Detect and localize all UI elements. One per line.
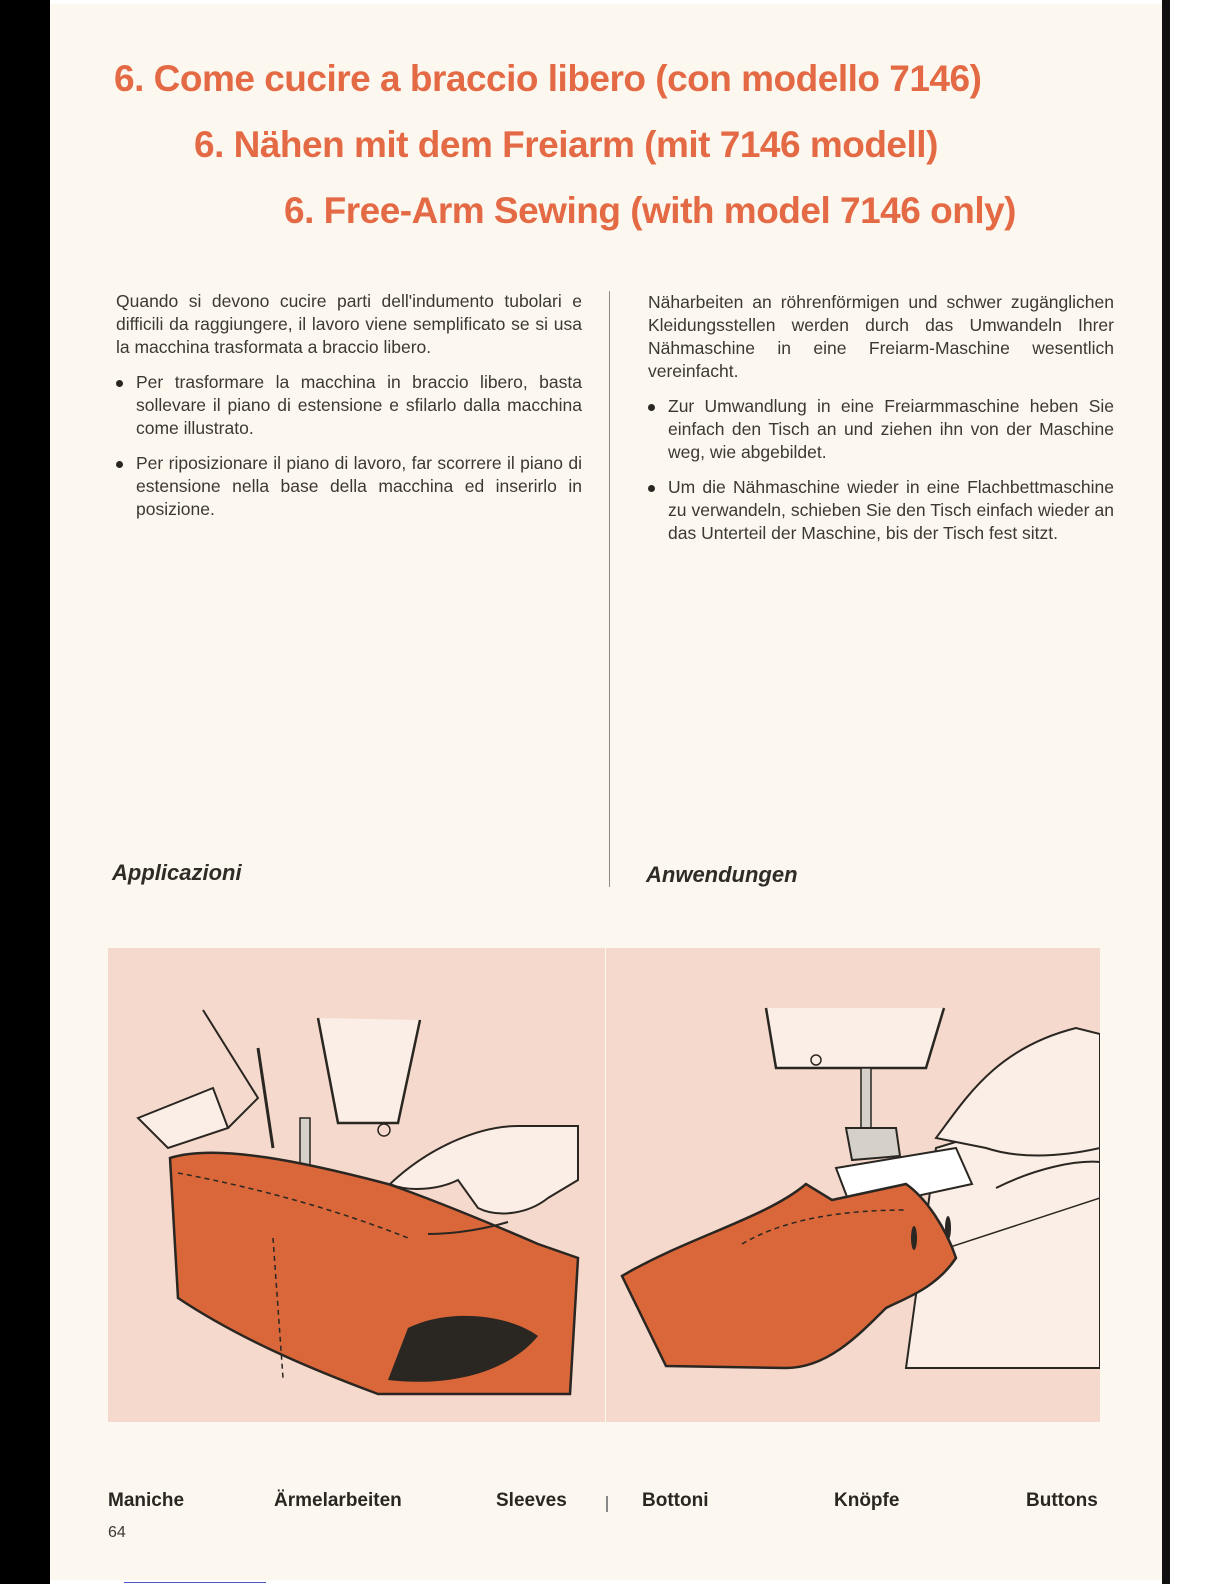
page-number: 64 <box>108 1524 126 1541</box>
bullet-dot-icon <box>116 380 123 387</box>
italian-column <box>116 290 582 533</box>
bullet-dot-icon <box>648 404 655 411</box>
caption-right-italian: Bottoni <box>642 1490 709 1511</box>
title-english: 6. Free-Arm Sewing (with model 7146 only) <box>284 190 1017 231</box>
german-bullet-1 <box>648 395 1114 464</box>
italian-bullet-1-text: Per trasformare la macchina in braccio libero, basta sollevare il piano di estensione e sfilarlo dalla macchina come illustrato. <box>136 372 582 438</box>
italian-subheading: Applicazioni <box>112 860 242 885</box>
button-sewing-illustration <box>606 948 1100 1422</box>
italian-bullet-2 <box>116 452 582 521</box>
caption-right-english: Buttons <box>1026 1490 1098 1511</box>
italian-bullet-1 <box>116 371 582 440</box>
german-bullet-2-text: Um die Nähmaschine wieder in eine Flachbettmaschine zu verwandeln, schieben Sie den Tisch einfach wieder an das Unterteil der Maschine, bis der Tisch fest sitzt. <box>668 477 1114 543</box>
manual-page <box>50 4 1162 1580</box>
bottom-rule <box>124 1582 266 1583</box>
right-scan-border <box>1162 0 1170 1584</box>
caption-left-german: Ärmelarbeiten <box>274 1490 402 1511</box>
title-italian: 6. Come cucire a braccio libero (con modello 7146) <box>114 58 982 99</box>
sleeve-sewing-illustration <box>108 948 606 1422</box>
german-intro: Näharbeiten an röhrenförmigen und schwer zugänglichen Kleidungsstellen werden durch das Umwandeln Ihrer Nähmaschine in eine Freiarm-Maschine wesentlich vereinfacht. <box>648 292 1114 381</box>
title-german: 6. Nähen mit dem Freiarm (mit 7146 modell) <box>194 124 938 165</box>
german-bullet-2 <box>648 476 1114 545</box>
german-subheading: Anwendungen <box>646 862 798 887</box>
caption-right-german: Knöpfe <box>834 1490 900 1511</box>
bullet-dot-icon <box>116 461 123 468</box>
german-bullet-1-text: Zur Umwandlung in eine Freiarmmaschine heben Sie einfach den Tisch an und ziehen ihn von der Maschine weg, wie abgebildet. <box>668 396 1114 462</box>
left-scan-border <box>0 0 50 1584</box>
italian-bullet-2-text: Per riposizionare il piano di lavoro, far scorrere il piano di estensione nella base della macchina ed inserirlo in posizione. <box>136 453 582 519</box>
caption-left-italian: Maniche <box>108 1490 185 1511</box>
caption-left-english: Sleeves <box>496 1490 567 1511</box>
italian-intro: Quando si devono cucire parti dell'indumento tubolari e difficili da raggiungere, il lavoro viene semplificato se si usa la macchina trasformata a braccio libero. <box>116 291 582 357</box>
caption-separator <box>606 1496 608 1512</box>
column-divider <box>609 291 610 887</box>
bullet-dot-icon <box>648 485 655 492</box>
german-column <box>648 291 1114 557</box>
